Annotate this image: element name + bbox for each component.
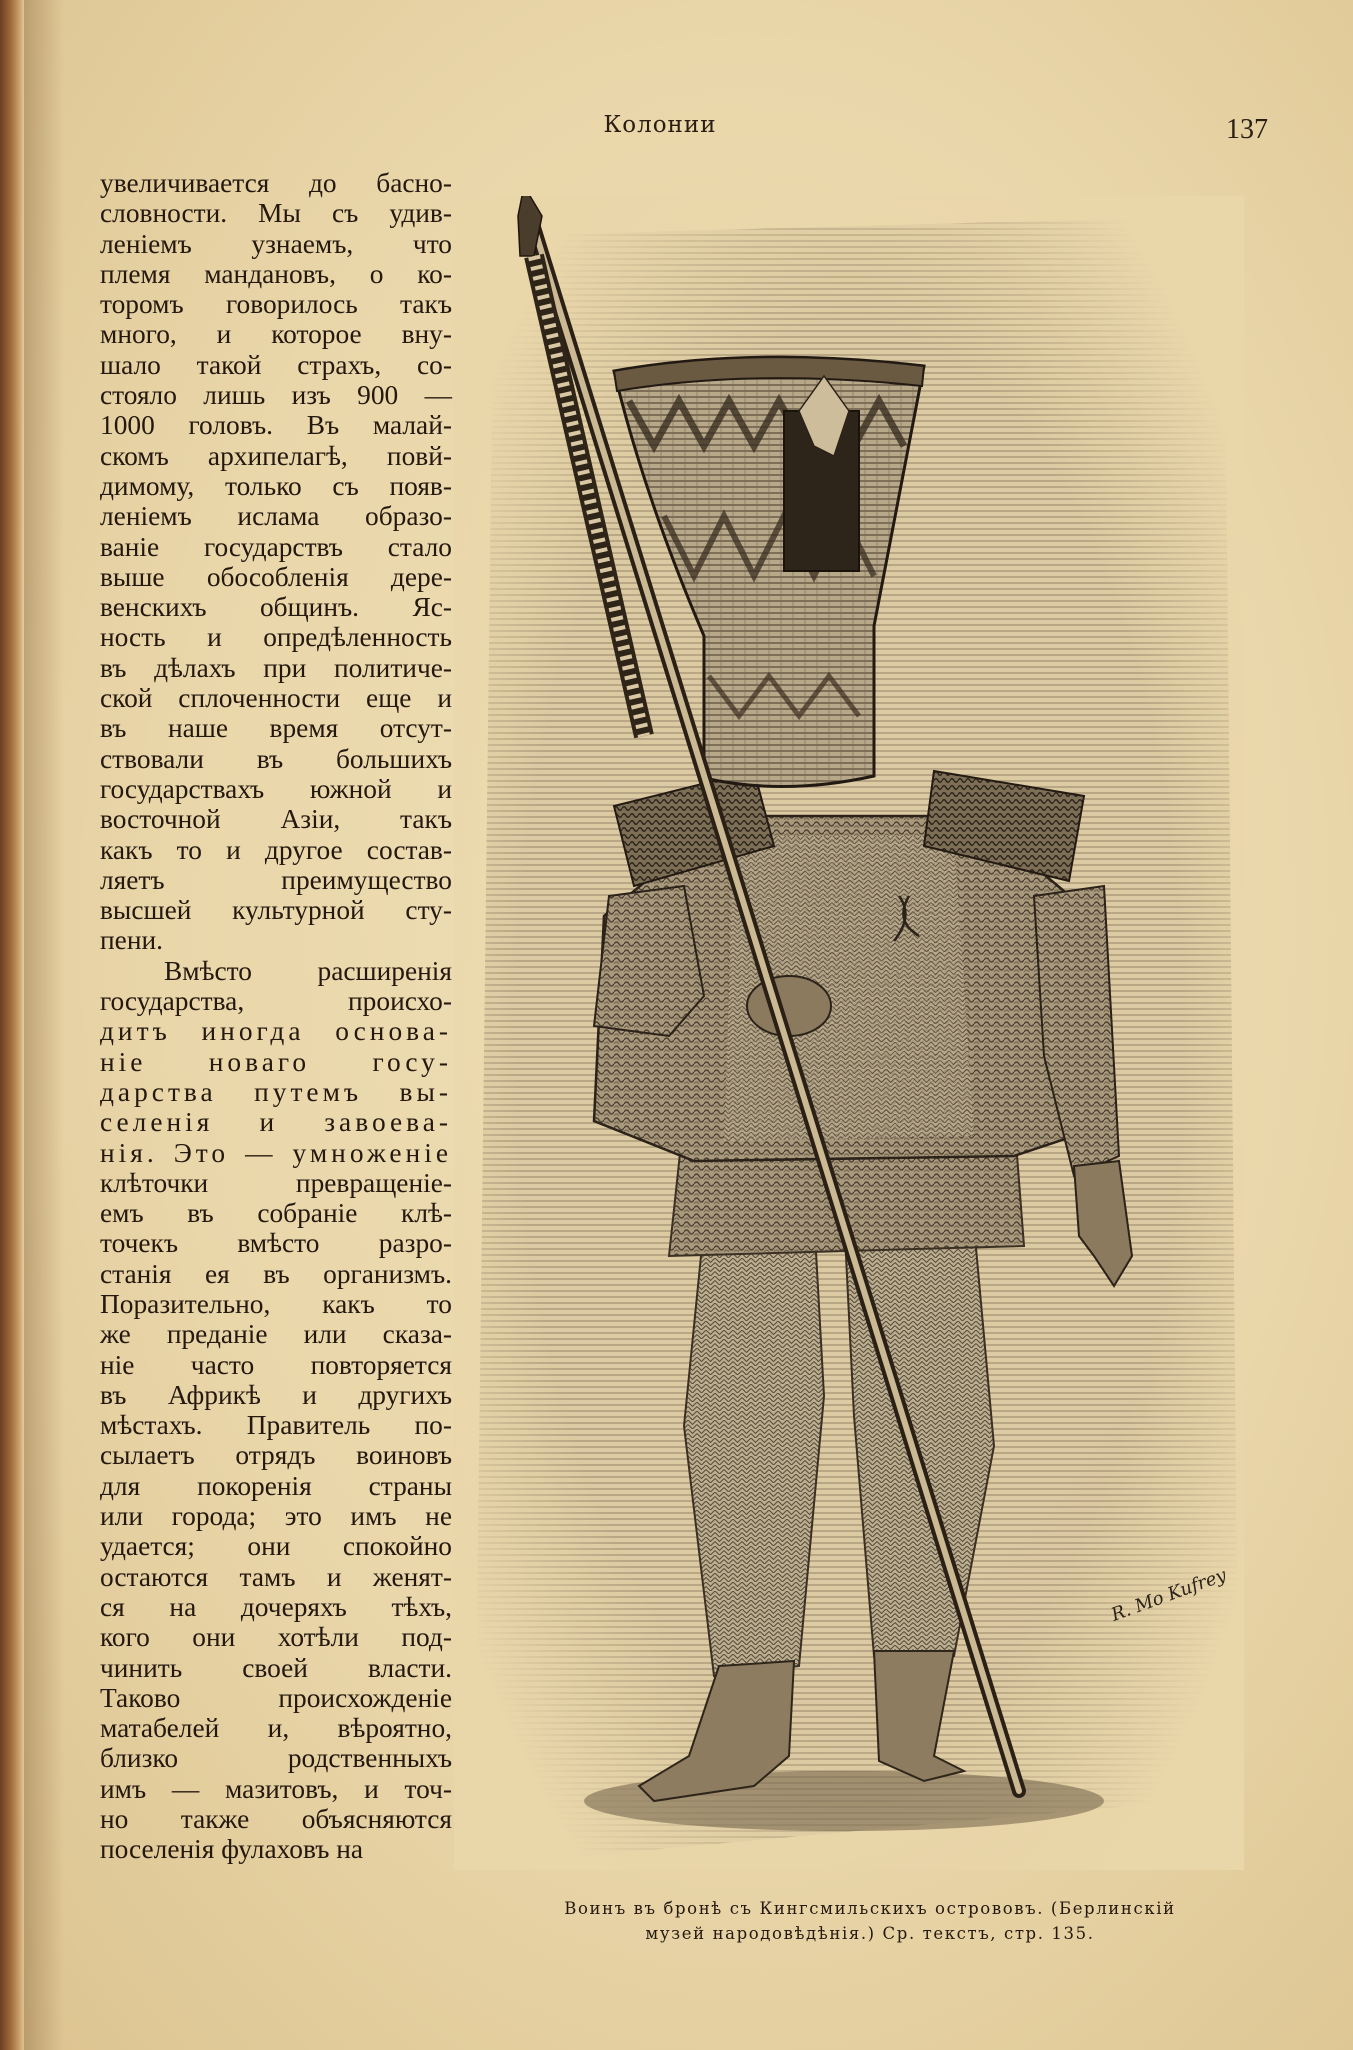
text-line: словности. Мы съ удив- [100, 198, 452, 229]
text-line: или города; это имъ не [100, 1501, 452, 1532]
text-line: матабелей и, вѣроятно, [100, 1713, 452, 1744]
text-line: въ дѣлахъ при политиче- [100, 652, 452, 683]
trousers [684, 1216, 824, 1676]
text-line: какъ то и другое состав- [100, 834, 452, 865]
text-line: клѣточки превращенiе- [100, 1167, 452, 1198]
book-binding-edge [0, 0, 24, 2050]
text-line: выше обособленiя дере- [100, 561, 452, 592]
text-line: ленiемъ ислама образо- [100, 501, 452, 532]
warrior-engraving [454, 196, 1244, 1870]
text-line: точекъ вмѣсто разро- [100, 1228, 452, 1259]
text-line: ствовали въ большихъ [100, 743, 452, 774]
text-line: сылаетъ отрядъ воиновъ [100, 1440, 452, 1471]
text-line: увеличивается до басно- [100, 168, 452, 198]
text-line: пени. [100, 925, 163, 956]
spine-shadow [24, 0, 64, 2050]
text-line: Таково происхожденiе [100, 1682, 452, 1713]
text-line: но также объясняются [100, 1804, 452, 1835]
text-line: Поразительно, какъ то [100, 1288, 452, 1319]
text-line: остаются тамъ и женят- [100, 1561, 452, 1592]
text-line: мѣстахъ. Правитель по- [100, 1410, 452, 1441]
text-line: стояло лишь изъ 900 — [100, 380, 452, 411]
text-line: дарства путемъ вы- [100, 1076, 452, 1107]
text-line: скомъ архипелагѣ, повй- [100, 440, 452, 471]
text-line: станiя ея въ организмъ. [100, 1258, 452, 1289]
text-line: въ наше время отсут- [100, 713, 452, 744]
text-line: высшей культурной сту- [100, 895, 452, 926]
text-line: государства, происхо- [100, 986, 452, 1017]
text-line: въ Африкѣ и другихъ [100, 1379, 452, 1410]
text-line: кого они хотѣли под- [100, 1622, 452, 1653]
caption-line-1: Воинъ въ бронѣ съ Кингсмильскихъ острововъ. (Берлинскiй [564, 1899, 1176, 1918]
text-line: близко родственныхъ [100, 1743, 452, 1774]
caption-line-2: музей народовѣдѣнiя.) Ср. текстъ, стр. 135. [645, 1924, 1095, 1943]
text-line: венскихъ общинъ. Яс- [100, 592, 452, 623]
text-line: шало такой страхъ, со- [100, 349, 452, 380]
page-number: 137 [1226, 114, 1268, 145]
text-line: племя мандановъ, о ко- [100, 258, 452, 289]
text-line: ляетъ преимущество [100, 864, 452, 895]
text-line: селенiя и завоева- [100, 1107, 452, 1138]
text-line: 1000 головъ. Въ малай- [100, 410, 452, 441]
text-line: удается; они спокойно [100, 1531, 452, 1562]
text-line: чинить своей власти. [100, 1652, 452, 1683]
text-line: торомъ говорилось такъ [100, 289, 452, 320]
text-column [100, 168, 452, 1865]
text-line: ность и опредѣленность [100, 622, 452, 653]
text-line: много, и которое вну- [100, 319, 452, 350]
text-line: поселенiя фулаховъ на [100, 1834, 364, 1865]
engraving-svg [454, 196, 1244, 1870]
text-line: для покоренiя страны [100, 1470, 452, 1501]
text-line: дитъ иногда основа- [100, 1016, 452, 1047]
text-line: ванiе государствъ стало [100, 531, 452, 562]
text-line: нiе новаго госу- [100, 1046, 452, 1077]
text-line: ской сплоченности еще и [100, 683, 452, 714]
text-line: государствахъ южной и [100, 773, 452, 804]
figure-caption [470, 1896, 1270, 1946]
left-arm [594, 886, 704, 1036]
text-line: Вмѣсто расширенiя [164, 955, 452, 986]
text-line: нiе часто повторяется [100, 1349, 452, 1380]
text-line: же преданiе или сказа- [100, 1319, 452, 1350]
running-title: Колонии [603, 112, 717, 138]
text-line: имъ — мазитовъ, и точ- [100, 1773, 452, 1804]
text-line: ся на дочеряхъ тѣхъ, [100, 1591, 452, 1622]
text-line: ленiемъ узнаемъ, что [100, 228, 452, 259]
text-line: нiя. Это — умноженiе [100, 1137, 452, 1168]
text-line: восточной Азiи, такъ [100, 804, 452, 835]
text-line: димому, только съ появ- [100, 470, 452, 501]
artist-signature: R. Mo Kufrey [1108, 1564, 1230, 1626]
text-line: емъ въ собранiе клѣ- [100, 1198, 452, 1229]
